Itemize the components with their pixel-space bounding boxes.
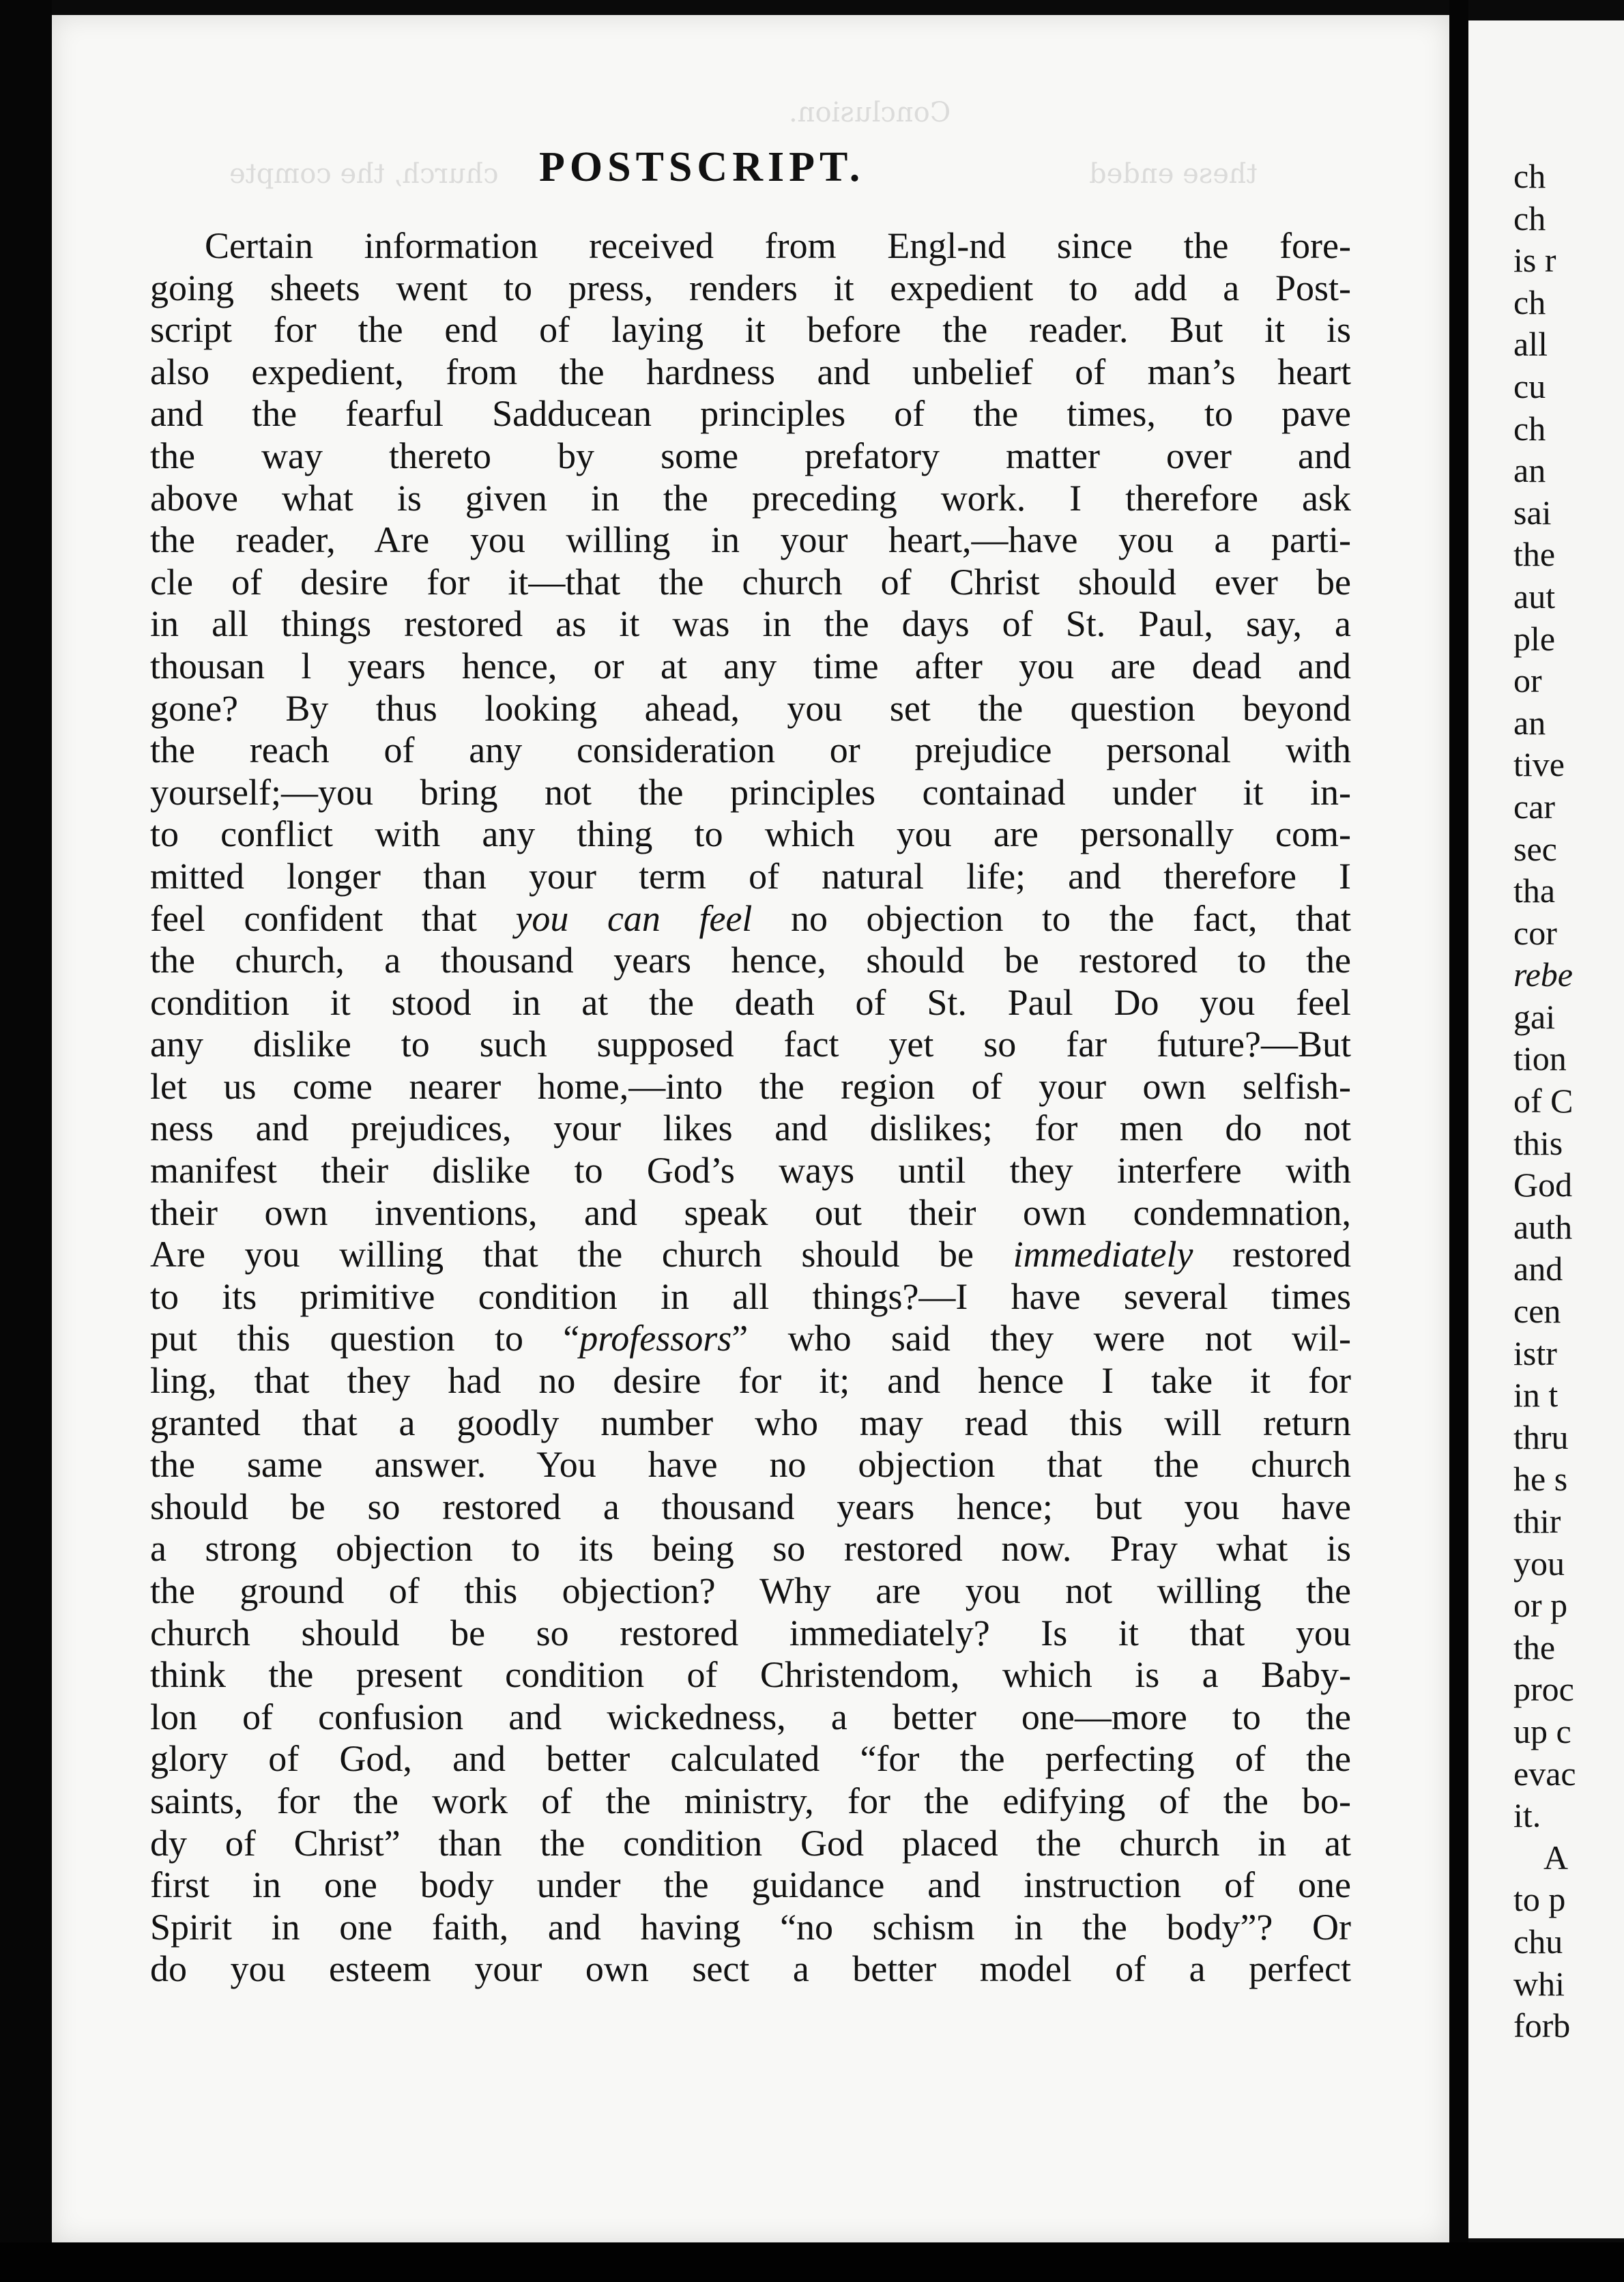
facing-page-line-fragment: aut: [1513, 577, 1556, 616]
text-line: put this question to “professors” who said they were not wil-: [150, 1318, 1351, 1359]
facing-page-line-fragment: sai: [1513, 493, 1552, 532]
bleed-through-header: Conclusion.: [789, 97, 951, 128]
facing-page-line-fragment: tha: [1513, 871, 1556, 910]
text-line: dy of Christ” than the condition God placed the church in at: [150, 1822, 1351, 1864]
text-line: manifest their dislike to God’s ways until they interfere with: [150, 1150, 1351, 1191]
facing-page-line-fragment: auth: [1513, 1207, 1573, 1246]
facing-page-line-fragment: ch: [1513, 157, 1546, 195]
facing-page-line-fragment: it.: [1513, 1796, 1541, 1835]
facing-page-line-fragment: he s: [1513, 1460, 1568, 1499]
facing-page-line-fragment: up c: [1513, 1712, 1571, 1750]
facing-page-line-fragment: an: [1513, 703, 1546, 742]
text-line: to conflict with any thing to which you are personally com-: [150, 813, 1351, 855]
text-line: to its primitive condition in all things?—I have several times: [150, 1275, 1351, 1317]
facing-page-line-fragment: chu: [1513, 1922, 1563, 1961]
bleed-through-text: these ended: [1089, 158, 1258, 190]
text-line: feel confident that you can feel no objection to the fact, that: [150, 897, 1351, 939]
facing-page-line-fragment: in t: [1513, 1376, 1558, 1415]
text-line: should be so restored a thousand years hence; but you have: [150, 1486, 1351, 1527]
text-line: condition it stood in at the death of St. Paul Do you feel: [150, 981, 1351, 1023]
facing-page-line-fragment: and: [1513, 1250, 1563, 1288]
text-line: the church, a thousand years hence, should be restored to the: [150, 940, 1351, 981]
emphasis: you can feel: [515, 897, 753, 939]
text-line: the same answer. You have no objection that the church: [150, 1444, 1351, 1486]
text-line: thousan l years hence, or at any time after you are dead and: [150, 645, 1351, 687]
facing-page-line-fragment: forb: [1513, 2006, 1571, 2045]
text-line: ling, that they had no desire for it; and hence I take it for: [150, 1360, 1351, 1402]
text-line: yourself;—you bring not the principles containad under it in-: [150, 771, 1351, 813]
text-line: let us come nearer home,—into the region of your own selfish-: [150, 1065, 1351, 1107]
facing-page-line-fragment: God: [1513, 1166, 1573, 1204]
text-line: think the present condition of Christendom, which is a Baby-: [150, 1654, 1351, 1696]
text-line: any dislike to such supposed fact yet so far future?—But: [150, 1024, 1351, 1065]
facing-page-line-fragment: all: [1513, 325, 1548, 364]
text-line: glory of God, and better calculated “for the perfecting of the: [150, 1738, 1351, 1780]
text-line: gone? By thus looking ahead, you set the question beyond: [150, 687, 1351, 729]
facing-page-line-fragment: ch: [1513, 409, 1546, 448]
facing-page-line-fragment: sec: [1513, 829, 1557, 868]
text-line: the ground of this objection? Why are you not willing the: [150, 1570, 1351, 1611]
facing-page-line-fragment: you: [1513, 1544, 1565, 1583]
text-line: ness and prejudices, your likes and dislikes; for men do not: [150, 1108, 1351, 1149]
facing-page-line-fragment: to p: [1513, 1880, 1566, 1919]
text-line: first in one body under the guidance and instruction of one: [150, 1864, 1351, 1906]
facing-page-line-fragment: or: [1513, 661, 1542, 700]
facing-page-line-fragment: the: [1513, 535, 1556, 574]
emphasis: immediately: [1013, 1234, 1193, 1275]
text-line: going sheets went to press, renders it expedient to add a Post-: [150, 267, 1351, 308]
facing-page-line-fragment: cu: [1513, 366, 1546, 405]
text-line: cle of desire for it—that the church of Christ should ever be: [150, 561, 1351, 603]
text-line: Certain information received from Engl-nd since the fore-: [205, 225, 1351, 266]
facing-page-line-fragment: of C: [1513, 1082, 1574, 1121]
text-line: and the fearful Sadducean principles of the times, to pave: [150, 393, 1351, 435]
text-line: their own inventions, and speak out their own condemnation,: [150, 1191, 1351, 1233]
text-line: the reach of any consideration or prejudice personal with: [150, 730, 1351, 771]
scan-bottom-margin: [0, 2242, 1624, 2282]
facing-page-line-fragment: thir: [1513, 1502, 1561, 1540]
page-title: POSTSCRIPT.: [539, 144, 865, 190]
page-gutter: [1449, 0, 1468, 2282]
text-line: church should be so restored immediately? Is it that you: [150, 1612, 1351, 1653]
facing-page-line-fragment: car: [1513, 787, 1556, 826]
text-line: the reader, Are you willing in your heart,—have you a parti-: [150, 519, 1351, 561]
facing-page-text-fragments: [1468, 156, 1624, 2047]
facing-page-line-fragment: whi: [1513, 1964, 1565, 2003]
text-line: lon of confusion and wickedness, a better one—more to the: [150, 1696, 1351, 1737]
facing-page-line-fragment: A: [1543, 1838, 1569, 1877]
text-line: in all things restored as it was in the days of St. Paul, say, a: [150, 603, 1351, 645]
facing-page-line-fragment: gai: [1513, 997, 1556, 1036]
facing-page-line-fragment: evac: [1513, 1754, 1576, 1793]
text-line: above what is given in the preceding work. I therefore ask: [150, 477, 1351, 519]
text-line: Are you willing that the church should be immediately restored: [150, 1234, 1351, 1275]
facing-page-line-fragment: or p: [1513, 1586, 1568, 1625]
text-line: mitted longer than your term of natural life; and therefore I: [150, 855, 1351, 897]
text-line: also expedient, from the hardness and unbelief of man’s heart: [150, 351, 1351, 392]
facing-page-line-fragment: ch: [1513, 199, 1546, 237]
facing-page-line-fragment: thru: [1513, 1417, 1569, 1456]
text-line: a strong objection to its being so restored now. Pray what is: [150, 1528, 1351, 1570]
facing-page-line-fragment: cen: [1513, 1292, 1561, 1331]
bleed-through-text: church, the compte: [229, 158, 499, 190]
text-line: do you esteem your own sect a better model of a perfect: [150, 1948, 1351, 1990]
facing-page-line-fragment: an: [1513, 451, 1546, 490]
emphasis: professors: [579, 1318, 732, 1359]
facing-page-line-fragment: [1468, 954, 1624, 996]
facing-page-line-fragment: this: [1513, 1123, 1563, 1162]
text-line: granted that a goodly number who may read this will return: [150, 1402, 1351, 1443]
text-line: the way thereto by some prefatory matter over and: [150, 435, 1351, 476]
text-line: saints, for the work of the ministry, for the edifying of the bo-: [150, 1780, 1351, 1821]
text-line: Spirit in one faith, and having “no schism in the body”? Or: [150, 1906, 1351, 1948]
facing-page-line-fragment: tive: [1513, 745, 1565, 784]
postscript-body: [150, 225, 1351, 1991]
facing-page-line-fragment: ch: [1513, 283, 1546, 321]
emphasis: rebe: [1513, 955, 1573, 994]
facing-page-line-fragment: tion: [1513, 1039, 1567, 1078]
facing-page-line-fragment: ple: [1513, 619, 1556, 658]
text-line: script for the end of laying it before the reader. But it is: [150, 309, 1351, 351]
facing-page-line-fragment: proc: [1513, 1670, 1574, 1709]
scan-left-margin: [0, 0, 52, 2282]
facing-page-line-fragment: is r: [1513, 241, 1556, 280]
facing-page-line-fragment: cor: [1513, 913, 1557, 952]
facing-page-line-fragment: the: [1513, 1628, 1556, 1666]
facing-page-line-fragment: istr: [1513, 1333, 1557, 1372]
